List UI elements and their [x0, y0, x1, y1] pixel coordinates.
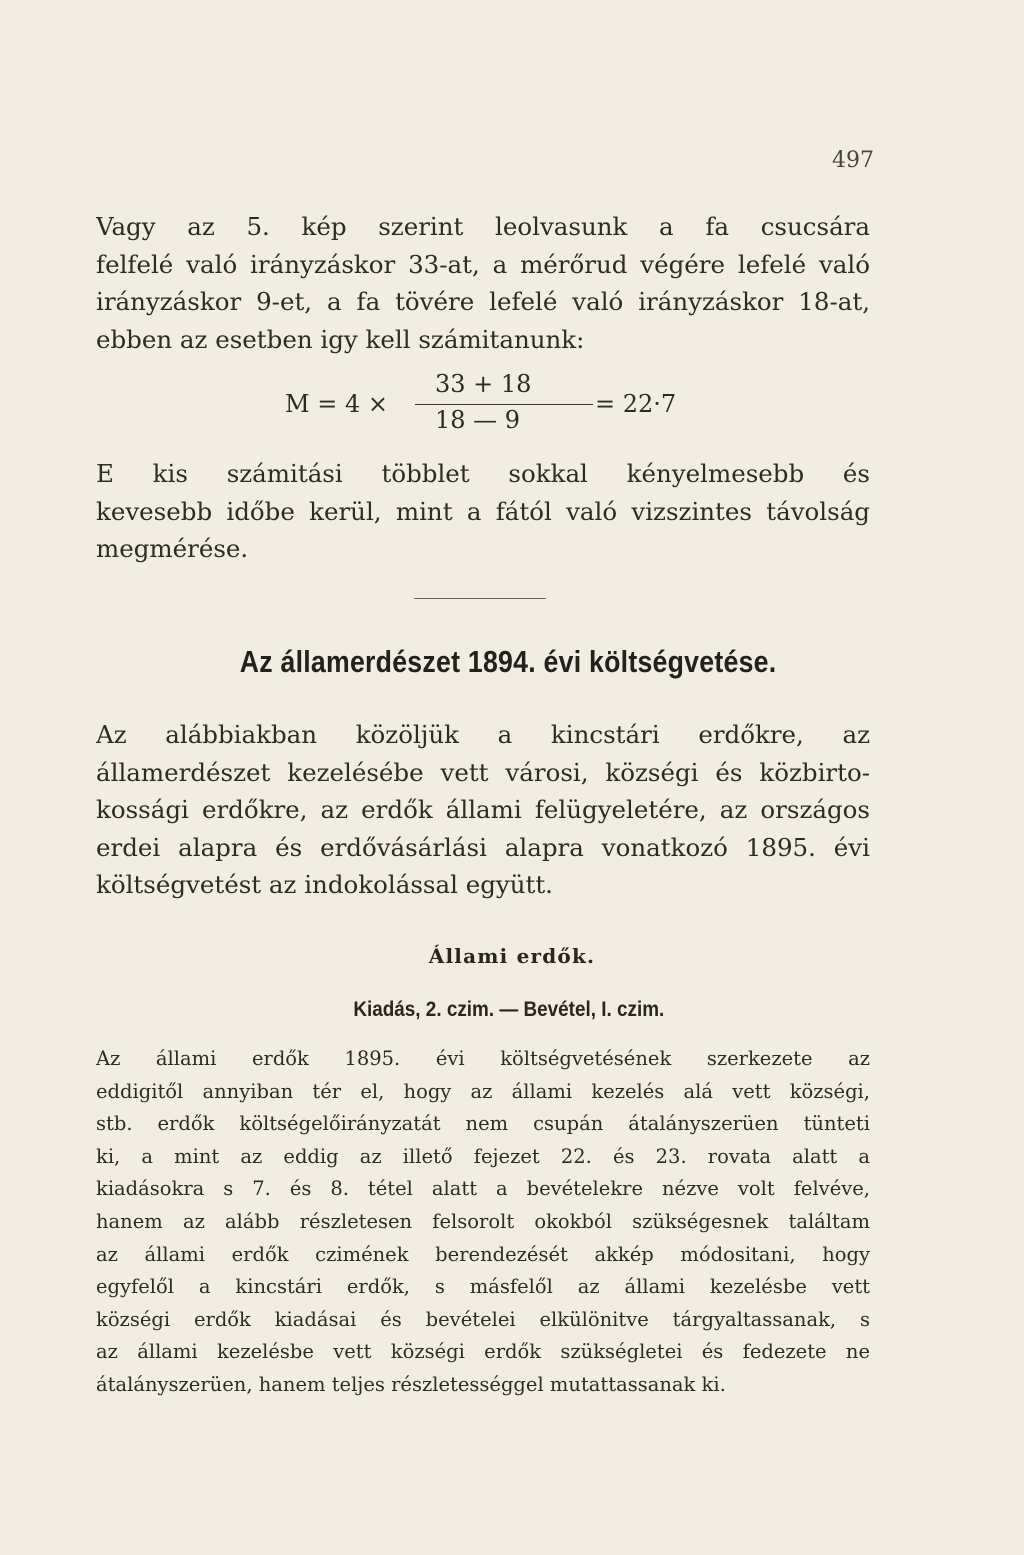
section-divider: [414, 598, 546, 599]
text-line: Az állami erdők 1895. évi költségvetésének szerkezete az: [96, 1047, 870, 1070]
text-line: Vagy az 5. kép szerint leolvasunk a fa csucsára: [96, 212, 870, 241]
text-line: erdei alapra és erdővásárlási alapra vonatkozó 1895. évi: [96, 832, 870, 862]
text-line: megmérése.: [96, 534, 249, 563]
text-line: E kis számitási többlet sokkal kényelmesebb és: [96, 459, 870, 488]
text-line: eddigitől annyiban tér el, hogy az állami kezelés alá vett községi,: [96, 1079, 870, 1103]
text-line: stb. erdők költségelőirányzatát nem csupán átalányszerüen tünteti: [96, 1112, 870, 1136]
text-line: hanem az alább részletesen felsorolt okokból szükségesnek találtam: [96, 1209, 870, 1233]
text-line: Az alábbiakban közöljük a kincstári erdőkre, az: [96, 720, 870, 749]
text-line: ebben az esetben igy kell számitanunk:: [96, 324, 585, 354]
formula-denominator: 18 — 9: [435, 406, 521, 434]
text-line: az állami erdők czimének berendezését akkép módositani, hogy: [96, 1242, 870, 1266]
text-line: államerdészet kezelésébe vett városi, községi és közbirto-: [96, 757, 870, 787]
paragraph-intro: [96, 716, 870, 904]
text-line: kiadásokra s 7. és 8. tétel alatt a bevételekre nézve volt felvéve,: [96, 1177, 870, 1201]
page-number: 497: [832, 148, 874, 173]
formula-result: = 22·7: [595, 390, 677, 418]
text-line: egyfelől a kincstári erdők, s másfelől az állami kezelésbe vett: [96, 1275, 870, 1299]
subsection-title: Kiadás, 2. czim. — Bevétel, I. czim.: [353, 998, 665, 1021]
text-line: felfelé való irányzáskor 33-at, a mérőrud végére lefelé való: [96, 249, 870, 279]
paragraph-budget-structure: [96, 1043, 870, 1402]
text-line: költségvetést az indokolással együtt.: [96, 870, 553, 899]
paragraph-measurement: [96, 208, 870, 358]
formula-numerator: 33 + 18: [435, 370, 532, 398]
height-formula: [285, 370, 705, 440]
text-line: irányzáskor 9-et, a fa tövére lefelé való irányzáskor 18-at,: [96, 287, 870, 316]
fraction-bar: [415, 404, 593, 405]
paragraph-comment: [96, 455, 870, 568]
text-line: kevesebb időbe kerül, mint a fától való vizszintes távolság: [96, 496, 870, 526]
article-heading: Az államerdészet 1894. évi költségvetése.: [239, 644, 777, 679]
text-line: az állami kezelésbe vett községi erdők szükségletei és fedezete ne: [96, 1340, 870, 1364]
text-line: községi erdők kiadásai és bevételei elkülönitve tárgyaltassanak, s: [96, 1307, 870, 1331]
section-title: Állami erdők.: [428, 944, 596, 968]
text-line: ki, a mint az eddig az illető fejezet 22. és 23. rovata alatt a: [96, 1144, 870, 1168]
text-line: átalányszerüen, hanem teljes részletességgel mutattassanak ki.: [96, 1372, 726, 1396]
text-line: kossági erdőkre, az erdők állami felügyeletére, az országos: [96, 795, 870, 824]
formula-lhs: M = 4 ×: [285, 390, 388, 418]
